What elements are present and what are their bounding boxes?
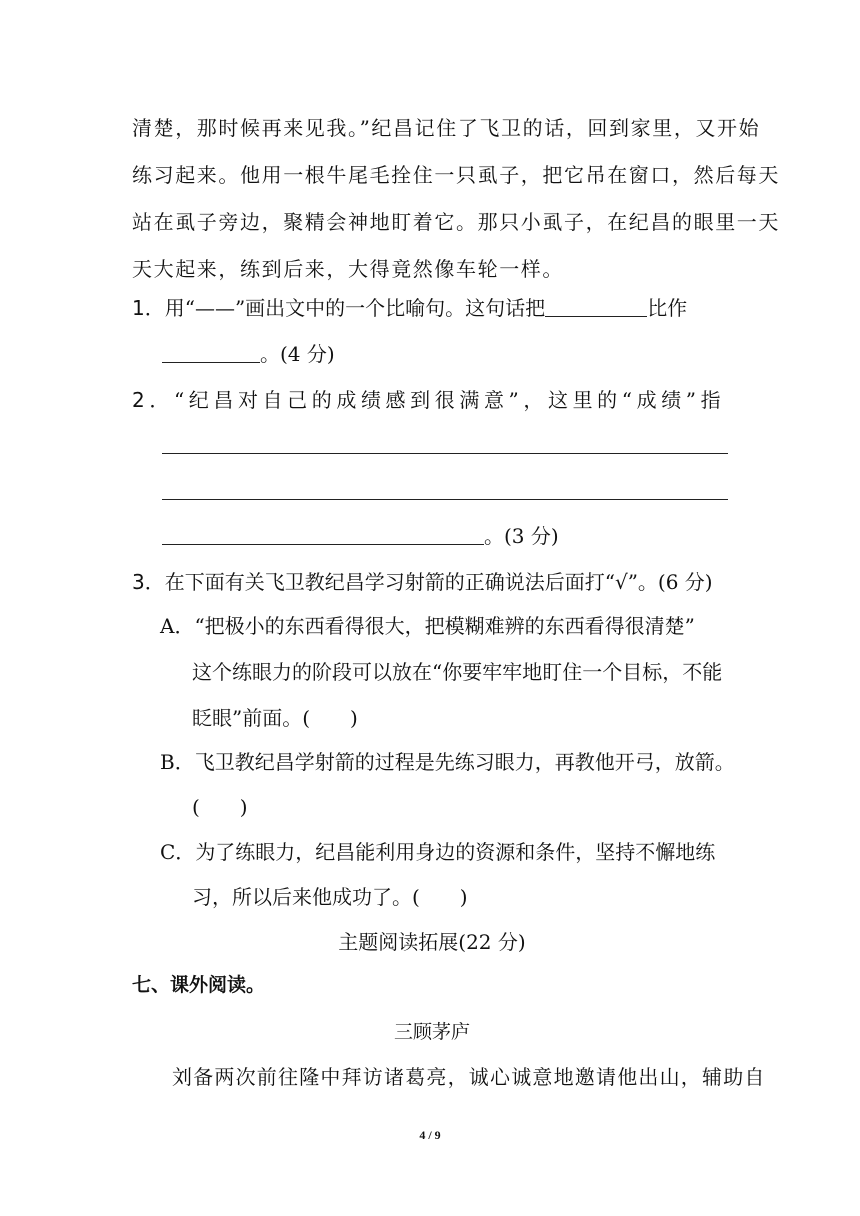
answer-blank-1b[interactable] xyxy=(162,342,260,363)
question-1 xyxy=(132,294,732,322)
question-1-text-b: 比作 xyxy=(647,296,688,320)
passage-line-4: 天大起来，练到后来，大得竟然像车轮一样。 xyxy=(132,257,564,281)
question-1-cont xyxy=(162,340,722,368)
question-1-score: 。(4 分) xyxy=(260,342,335,366)
question-2-number: 2． xyxy=(132,388,174,412)
question-1-text: 用“——”画出文中的一个比喻句。这句话把 xyxy=(164,296,546,320)
question-1-number: 1． xyxy=(132,296,165,320)
option-a xyxy=(160,612,732,640)
question-2-text: “纪昌对自己的成绩感到很满意”，这里的“成绩”指 xyxy=(173,388,726,412)
section-heading: 主题阅读拓展(22 分) xyxy=(338,930,526,954)
story-title: 三顾茅庐 xyxy=(393,1021,470,1043)
option-c xyxy=(160,838,732,866)
story-line-1: 刘备两次前往隆中拜访诸葛亮，诚心诚意地邀请他出山，辅助自 xyxy=(172,1065,766,1089)
question-2-score: 。(3 分) xyxy=(484,524,559,548)
answer-blank-1a[interactable] xyxy=(545,296,647,317)
option-b-line-1: 飞卫教纪昌学射箭的过程是先练习眼力，再教他开弓，放箭。 xyxy=(194,750,735,774)
question-2 xyxy=(132,386,732,414)
passage-line-1: 清楚，那时候再来见我。”纪昌记住了飞卫的话，回到家里，又开始 xyxy=(132,116,761,140)
option-b-label: B． xyxy=(160,750,195,774)
option-b-line-2[interactable]: ( ) xyxy=(192,795,248,819)
option-b xyxy=(160,748,735,776)
option-a-label: A． xyxy=(160,614,195,638)
option-a-line-1: “把极小的东西看得很大，把模糊难辨的东西看得很清楚” xyxy=(194,614,695,638)
option-a-line-3[interactable]: 眨眼”前面。( ) xyxy=(192,706,358,730)
page-number: 4 / 9 xyxy=(419,1128,441,1142)
question-3 xyxy=(132,568,732,596)
part-heading: 七、课外阅读。 xyxy=(132,974,266,996)
option-a-line-2: 这个练眼力的阶段可以放在“你要牢牢地盯住一个目标，不能 xyxy=(192,660,723,684)
question-2-cont xyxy=(162,522,722,550)
answer-line-2a[interactable] xyxy=(162,453,728,454)
question-3-number: 3． xyxy=(132,570,165,594)
answer-blank-2c[interactable] xyxy=(162,524,484,545)
answer-line-2b[interactable] xyxy=(162,499,728,500)
option-c-line-2[interactable]: 习，所以后来他成功了。( ) xyxy=(192,885,468,909)
question-3-text: 在下面有关飞卫教纪昌学习射箭的正确说法后面打“√”。(6 分) xyxy=(164,570,713,594)
passage-line-3: 站在虱子旁边，聚精会神地盯着它。那只小虱子，在纪昌的眼里一天 xyxy=(132,210,780,234)
option-c-label: C． xyxy=(160,840,196,864)
option-c-line-1: 为了练眼力，纪昌能利用身边的资源和条件，坚持不懈地练 xyxy=(195,840,716,864)
passage-line-2: 练习起来。他用一根牛尾毛拴住一只虱子，把它吊在窗口，然后每天 xyxy=(132,163,780,187)
